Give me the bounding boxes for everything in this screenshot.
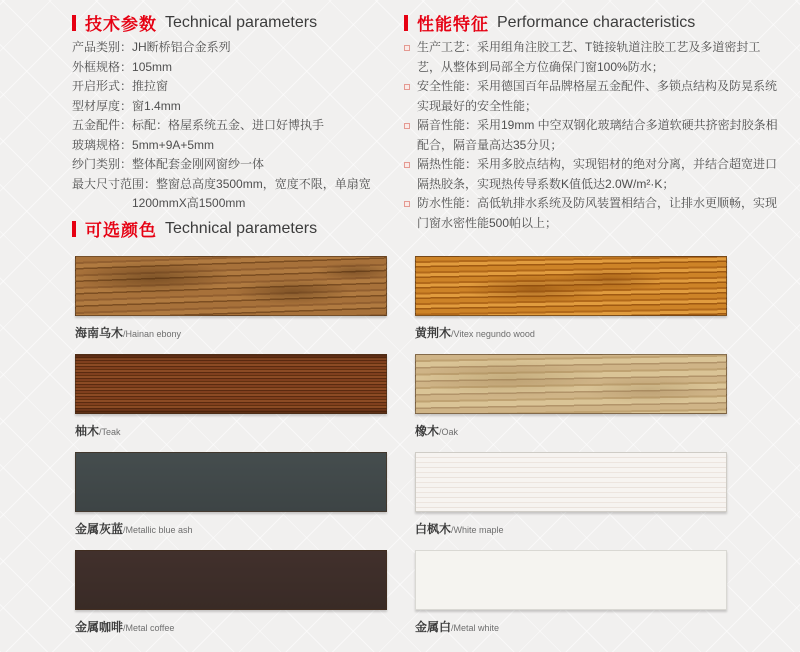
swatch-label [75, 324, 387, 342]
spec-row-opening-type [72, 77, 402, 97]
perf-item-soundproof [404, 116, 784, 155]
swatch-name-en: /Metallic blue ash [123, 525, 193, 535]
swatch-name-zh: 黄荆木 [415, 326, 452, 340]
swatch-label [75, 618, 387, 636]
swatch-name-zh: 白枫木 [415, 522, 452, 536]
spec-value-line2: 1200mmX高1500mm [132, 196, 246, 210]
swatch-name-zh: 柚木 [75, 424, 100, 438]
swatch-cell-oak [415, 354, 727, 452]
wood-swatch-vitex-negundo [415, 256, 727, 316]
spec-label: 最大尺寸范围： [72, 176, 157, 191]
spec-value: 整窗总高度3500mm，宽度不限，单扇宽 [156, 176, 371, 191]
optional-colors-title-zh: 可选颜色 [85, 221, 157, 240]
wood-swatch-teak [75, 354, 387, 414]
red-bar-icon [72, 221, 76, 237]
swatch-name-zh: 海南乌木 [75, 326, 124, 340]
spec-value: 5mm+9A+5mm [132, 137, 215, 152]
swatch-name-en: /Metal coffee [123, 623, 175, 633]
swatch-cell-hainan-ebony [75, 256, 387, 354]
swatch-name-en: /Oak [439, 427, 459, 437]
swatch-label [415, 422, 727, 440]
swatch-label [75, 422, 387, 440]
spec-label: 五金配件： [72, 118, 133, 132]
square-bullet-icon [404, 84, 410, 90]
spec-label: 开启形式： [72, 79, 133, 93]
spec-label: 型材厚度： [72, 98, 133, 113]
spec-row-hardware [72, 116, 402, 136]
red-bar-icon [404, 15, 408, 31]
spec-label: 纱门类别： [72, 157, 133, 171]
swatch-name-zh: 金属咖啡 [75, 620, 124, 634]
spec-value: 推拉窗 [132, 79, 169, 93]
perf-item-text: 防水性能：高低轨排水系统及防风装置相结合，让排水更顺畅，实现门窗水密性能500帕以上； [417, 196, 778, 230]
performance-title-en: Performance characteristics [497, 13, 696, 31]
spec-row-glass-spec [72, 136, 402, 156]
swatch-cell-metal-coffee [75, 550, 387, 648]
spec-row-screen-type [72, 155, 402, 175]
swatch-name-en: /Hainan ebony [123, 329, 182, 339]
swatch-name-zh: 橡木 [415, 424, 440, 438]
tech-params-list [72, 38, 402, 214]
color-swatch-grid [75, 256, 727, 648]
swatch-cell-vitex-negundo [415, 256, 727, 354]
spec-value: 标配：格屋系统五金、进口好博执手 [132, 118, 325, 132]
spec-row-product-category [72, 38, 402, 58]
red-bar-icon [72, 15, 76, 31]
swatch-name-en: /Teak [99, 427, 121, 437]
performance-list [404, 38, 784, 233]
performance-title-zh: 性能特征 [417, 15, 489, 34]
swatch-cell-teak [75, 354, 387, 452]
tech-params-title-zh: 技术参数 [85, 15, 157, 34]
spec-label: 产品类别： [72, 40, 133, 54]
spec-value: 105mm [132, 59, 173, 74]
perf-item-text: 隔音性能：采用19mm 中空双钢化玻璃结合多道软硬共挤密封胶条相配合，隔音量高达35分贝； [417, 118, 778, 152]
swatch-name-en: /Vitex negundo wood [451, 329, 535, 339]
color-swatch-metal-white [415, 550, 727, 610]
spec-value: JH断桥铝合金系列 [132, 40, 231, 54]
swatch-name-en: /Metal white [451, 623, 500, 633]
swatch-name-zh: 金属白 [415, 620, 452, 634]
perf-item-production [404, 38, 784, 77]
spec-row-frame-size [72, 58, 402, 78]
perf-item-text: 生产工艺：采用组角注胶工艺、T链接轨道注胶工艺及多道密封工艺，从整体到局部全方位确保门窗100%防水； [417, 40, 761, 74]
swatch-label [415, 324, 727, 342]
tech-params-title-en: Technical parameters [165, 13, 318, 31]
optional-colors-header [72, 216, 317, 241]
spec-row-profile-thickness [72, 97, 402, 117]
swatch-cell-metal-white [415, 550, 727, 648]
square-bullet-icon [404, 201, 410, 207]
square-bullet-icon [404, 123, 410, 129]
wood-swatch-oak [415, 354, 727, 414]
color-swatch-metallic-blue-ash [75, 452, 387, 512]
spec-label: 外框规格： [72, 59, 133, 74]
spec-value: 整体配套金刚网窗纱一体 [132, 157, 265, 171]
swatch-name-en: /White maple [451, 525, 504, 535]
optional-colors-title-en: Technical parameters [165, 219, 318, 237]
color-swatch-metal-coffee [75, 550, 387, 610]
perf-item-safety [404, 77, 784, 116]
tech-params-header [72, 10, 317, 35]
perf-item-text: 安全性能：采用德国百年品牌格屋五金配件、多锁点结构及防晃系统实现最好的安全性能； [417, 79, 778, 113]
swatch-cell-metallic-blue-ash [75, 452, 387, 550]
perf-item-waterproof [404, 194, 784, 233]
square-bullet-icon [404, 162, 410, 168]
swatch-label [75, 520, 387, 538]
perf-item-text: 隔热性能：采用多胶点结构，实现铝材的绝对分离，并结合超宽进口隔热胶条，实现热传导系数K值低达2.0W/m²·K； [417, 157, 778, 191]
swatch-name-zh: 金属灰蓝 [75, 522, 124, 536]
wood-swatch-hainan-ebony [75, 256, 387, 316]
square-bullet-icon [404, 45, 410, 51]
performance-header [404, 10, 695, 35]
spec-label: 玻璃规格： [72, 137, 133, 152]
spec-row-max-size [72, 175, 402, 214]
swatch-label [415, 520, 727, 538]
wood-swatch-white-maple [415, 452, 727, 512]
perf-item-heat-insulation [404, 155, 784, 194]
swatch-label [415, 618, 727, 636]
swatch-cell-white-maple [415, 452, 727, 550]
spec-value: 窗1.4mm [132, 98, 181, 113]
